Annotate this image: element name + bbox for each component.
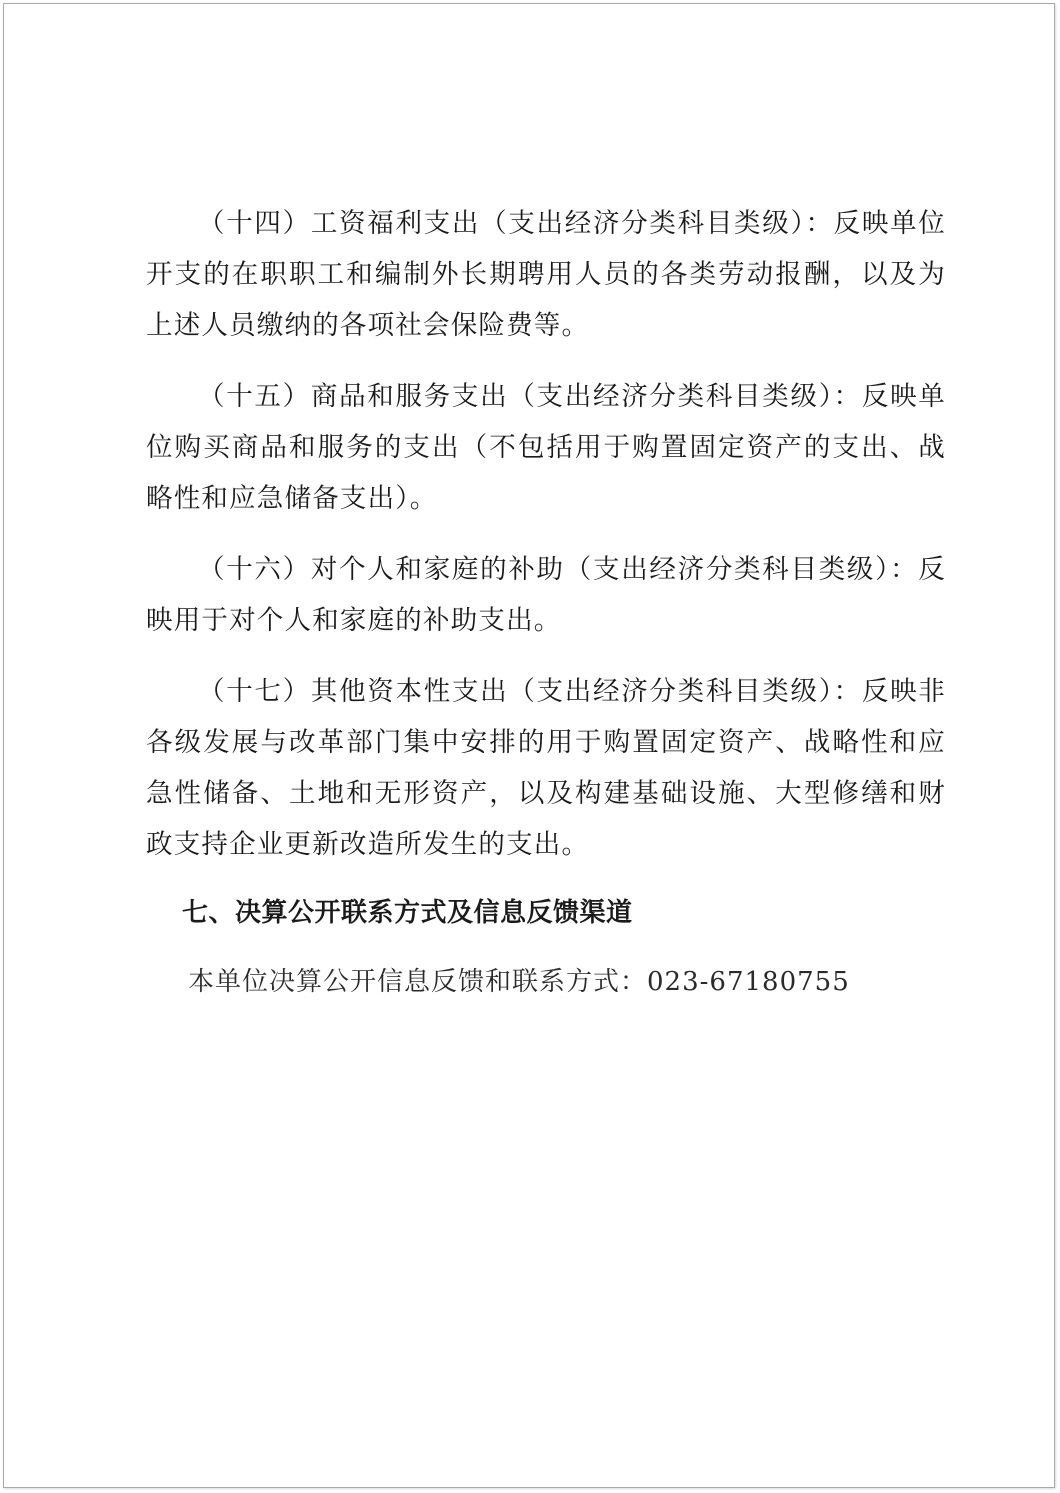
paragraph-goods-services-expenditure: （十五）商品和服务支出（支出经济分类科目类级）：反映单位购买商品和服务的支出（不包括用于购置固定资产的支出、战略性和应急储备支出）。 [146, 381, 946, 514]
document-page [3, 3, 1055, 1488]
page-content [146, 198, 946, 1008]
contact-info-line: 本单位决算公开信息反馈和联系方式：023-67180755 [188, 967, 850, 997]
paragraph-household-subsidy: （十六）对个人和家庭的补助（支出经济分类科目类级）：反映用于对个人和家庭的补助支出。 [146, 554, 946, 636]
section-heading-contact: 七、决算公开联系方式及信息反馈渠道 [182, 898, 633, 928]
paragraph-wage-welfare-expenditure: （十四）工资福利支出（支出经济分类科目类级）：反映单位开支的在职职工和编制外长期聘用人员的各类劳动报酬，以及为上述人员缴纳的各项社会保险费等。 [146, 208, 946, 341]
paragraph-other-capital-expenditure: （十七）其他资本性支出（支出经济分类科目类级）：反映非各级发展与改革部门集中安排的用于购置固定资产、战略性和应急性储备、土地和无形资产，以及构建基础设施、大型修缮和财政支持企业更新改造所发生的支出。 [146, 676, 946, 860]
